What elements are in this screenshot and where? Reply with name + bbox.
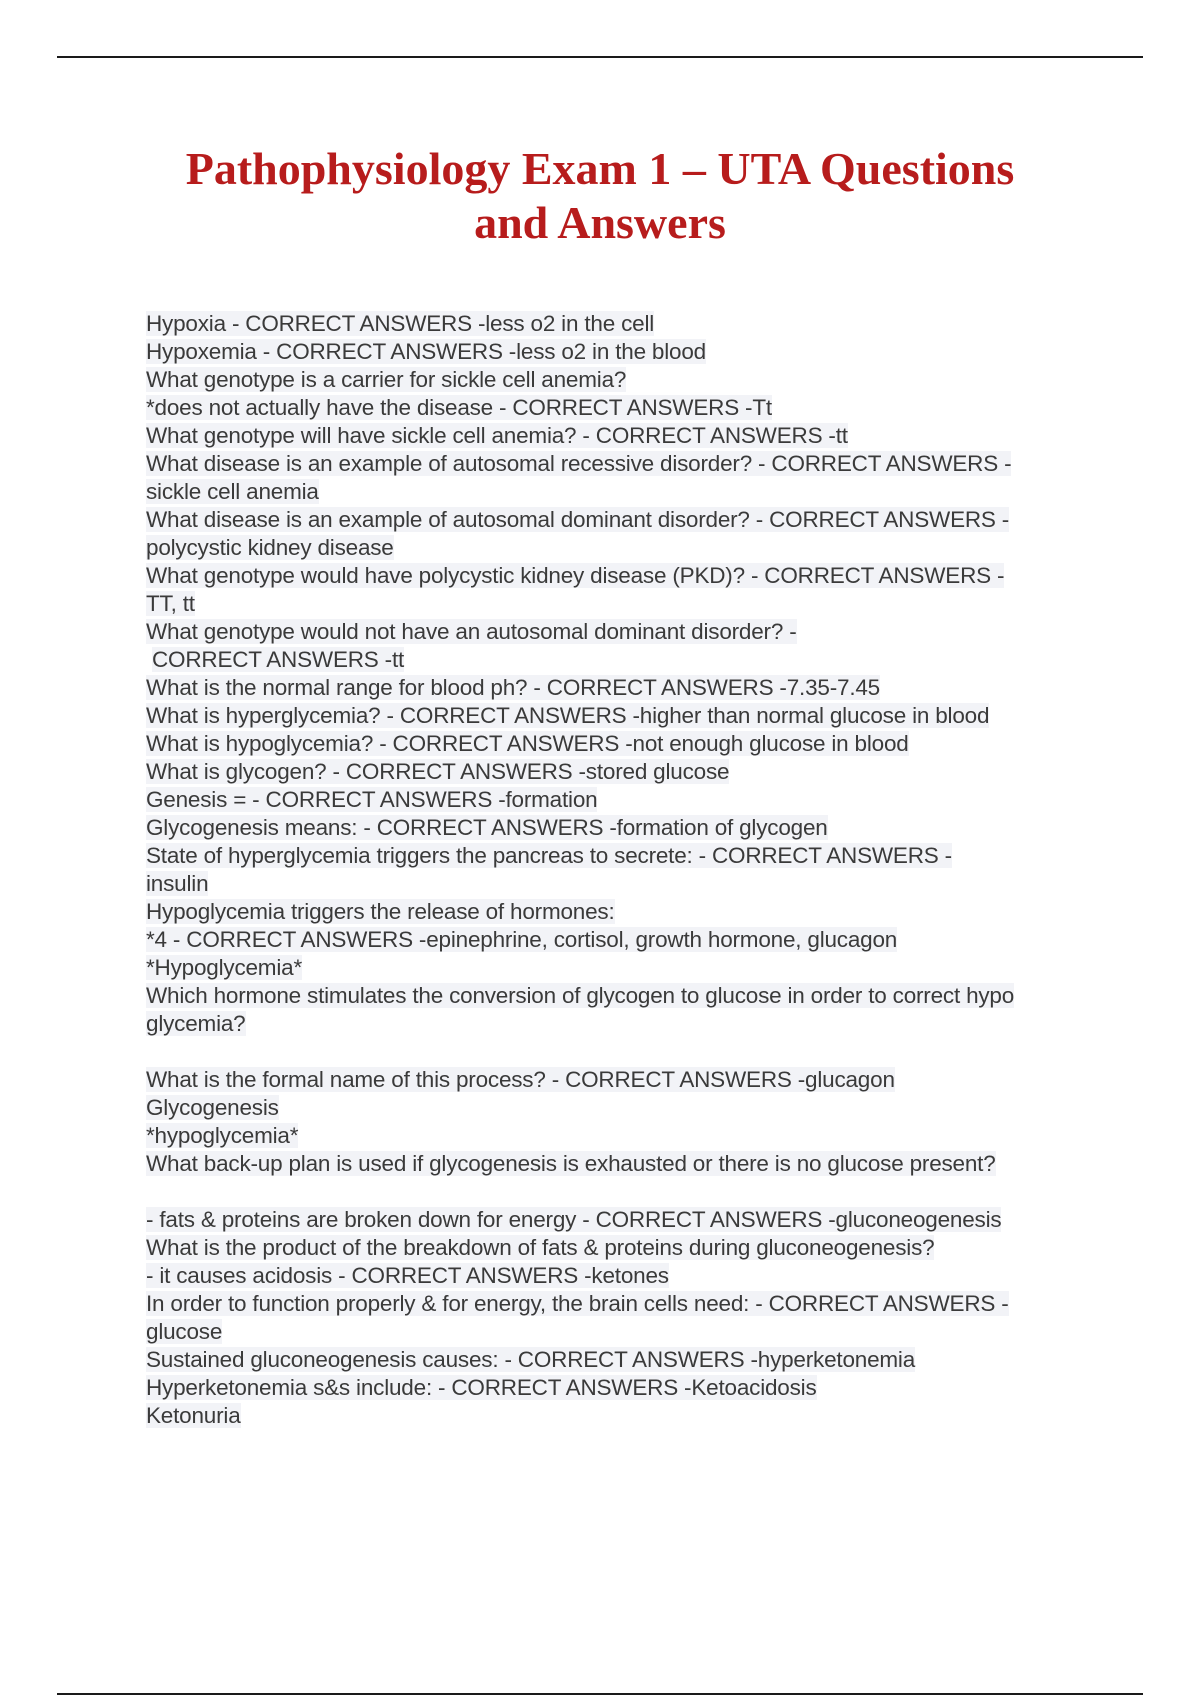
qa-line: What is hypoglycemia? - CORRECT ANSWERS -not enough glucose in blood [146, 731, 909, 756]
qa-line [146, 1178, 1096, 1206]
qa-line: What genotype would have polycystic kidney disease (PKD)? - CORRECT ANSWERS - [146, 563, 1005, 588]
qa-line: *Hypoglycemia* [146, 955, 303, 980]
qa-line: Sustained gluconeogenesis causes: - CORRECT ANSWERS -hyperketonemia [146, 1347, 916, 1372]
qa-line: In order to function properly & for energy, the brain cells need: - CORRECT ANSWERS - [146, 1291, 1009, 1316]
qa-line: Which hormone stimulates the conversion of glycogen to glucose in order to correct hypo [146, 983, 1015, 1008]
qa-line: *hypoglycemia* [146, 1123, 299, 1148]
qa-line: Hypoxemia - CORRECT ANSWERS -less o2 in the blood [146, 339, 706, 364]
qa-line: What is the normal range for blood ph? - CORRECT ANSWERS -7.35-7.45 [146, 675, 881, 700]
qa-line: Hypoglycemia triggers the release of hormones: [146, 899, 615, 924]
qa-line: - fats & proteins are broken down for energy - CORRECT ANSWERS -gluconeogenesis [146, 1207, 1002, 1232]
qa-line: What is the formal name of this process? - CORRECT ANSWERS -glucagon [146, 1067, 895, 1092]
qa-line: Ketonuria [146, 1403, 241, 1428]
qa-line: polycystic kidney disease [146, 535, 394, 560]
qa-body [146, 310, 1096, 1430]
qa-line: What back-up plan is used if glycogenesis is exhausted or there is no glucose present? [146, 1151, 996, 1176]
qa-line: glycemia? [146, 1011, 246, 1036]
qa-line: What genotype would not have an autosomal dominant disorder? - [146, 619, 797, 644]
qa-line: insulin [146, 871, 209, 896]
qa-line: *4 - CORRECT ANSWERS -epinephrine, cortisol, growth hormone, glucagon [146, 927, 898, 952]
qa-line: *does not actually have the disease - CORRECT ANSWERS -Tt [146, 395, 772, 420]
qa-line: What is glycogen? - CORRECT ANSWERS -stored glucose [146, 759, 730, 784]
title-line-1: Pathophysiology Exam 1 – UTA Questions [185, 143, 1015, 194]
qa-line: What disease is an example of autosomal recessive disorder? - CORRECT ANSWERS - [146, 451, 1012, 476]
qa-line: What genotype will have sickle cell anemia? - CORRECT ANSWERS -tt [146, 423, 848, 448]
qa-line: Hypoxia - CORRECT ANSWERS -less o2 in the cell [146, 311, 655, 336]
qa-line [146, 1038, 1096, 1066]
document-title [100, 142, 1100, 250]
qa-line: TT, tt [146, 591, 195, 616]
qa-line: CORRECT ANSWERS -tt [152, 647, 405, 672]
top-rule [57, 56, 1143, 58]
qa-line: - it causes acidosis - CORRECT ANSWERS -ketones [146, 1263, 669, 1288]
bottom-rule [57, 1693, 1143, 1695]
qa-line: What genotype is a carrier for sickle cell anemia? [146, 367, 627, 392]
qa-line: What is hyperglycemia? - CORRECT ANSWERS -higher than normal glucose in blood [146, 703, 990, 728]
qa-line: glucose [146, 1319, 223, 1344]
qa-line: Genesis = - CORRECT ANSWERS -formation [146, 787, 598, 812]
qa-line: What disease is an example of autosomal dominant disorder? - CORRECT ANSWERS - [146, 507, 1010, 532]
qa-line: Hyperketonemia s&s include: - CORRECT ANSWERS -Ketoacidosis [146, 1375, 817, 1400]
qa-line: Glycogenesis means: - CORRECT ANSWERS -formation of glycogen [146, 815, 828, 840]
qa-line: What is the product of the breakdown of fats & proteins during gluconeogenesis? [146, 1235, 935, 1260]
qa-line: Glycogenesis [146, 1095, 279, 1120]
qa-line: State of hyperglycemia triggers the pancreas to secrete: - CORRECT ANSWERS - [146, 843, 952, 868]
title-line-2: and Answers [474, 197, 726, 248]
qa-line: sickle cell anemia [146, 479, 319, 504]
